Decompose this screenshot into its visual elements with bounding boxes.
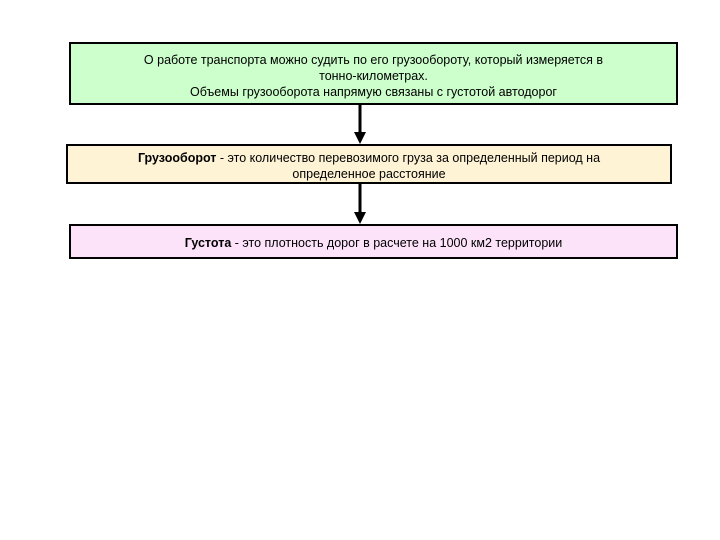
freight-definition-text: - это количество перевозимого груза за определенный период на xyxy=(216,151,601,165)
density-definition-line xyxy=(101,235,646,251)
arrow-connector-2 xyxy=(352,184,368,225)
arrow-head-2 xyxy=(354,212,366,224)
freight-turnover-definition-box xyxy=(66,144,672,184)
intro-line-3: Объемы грузооборота напрямую связаны с густотой автодорог xyxy=(190,85,557,99)
freight-definition-line-1 xyxy=(98,150,640,166)
freight-term: Грузооборот xyxy=(137,151,217,165)
transport-intro-box xyxy=(69,42,678,105)
arrow-head-1 xyxy=(354,132,366,144)
density-definition-text: - это плотность дорог в расчете на 1000 км2 территории xyxy=(231,236,563,250)
arrow-connector-1 xyxy=(352,105,368,145)
intro-line-1: О работе транспорта можно судить по его грузообороту, который измеряется в xyxy=(143,53,604,67)
freight-definition-line-2: определенное расстояние xyxy=(292,167,446,181)
density-term: Густота xyxy=(184,236,232,250)
road-density-definition-box xyxy=(69,224,678,259)
intro-line-2: тонно-километрах. xyxy=(319,69,428,83)
